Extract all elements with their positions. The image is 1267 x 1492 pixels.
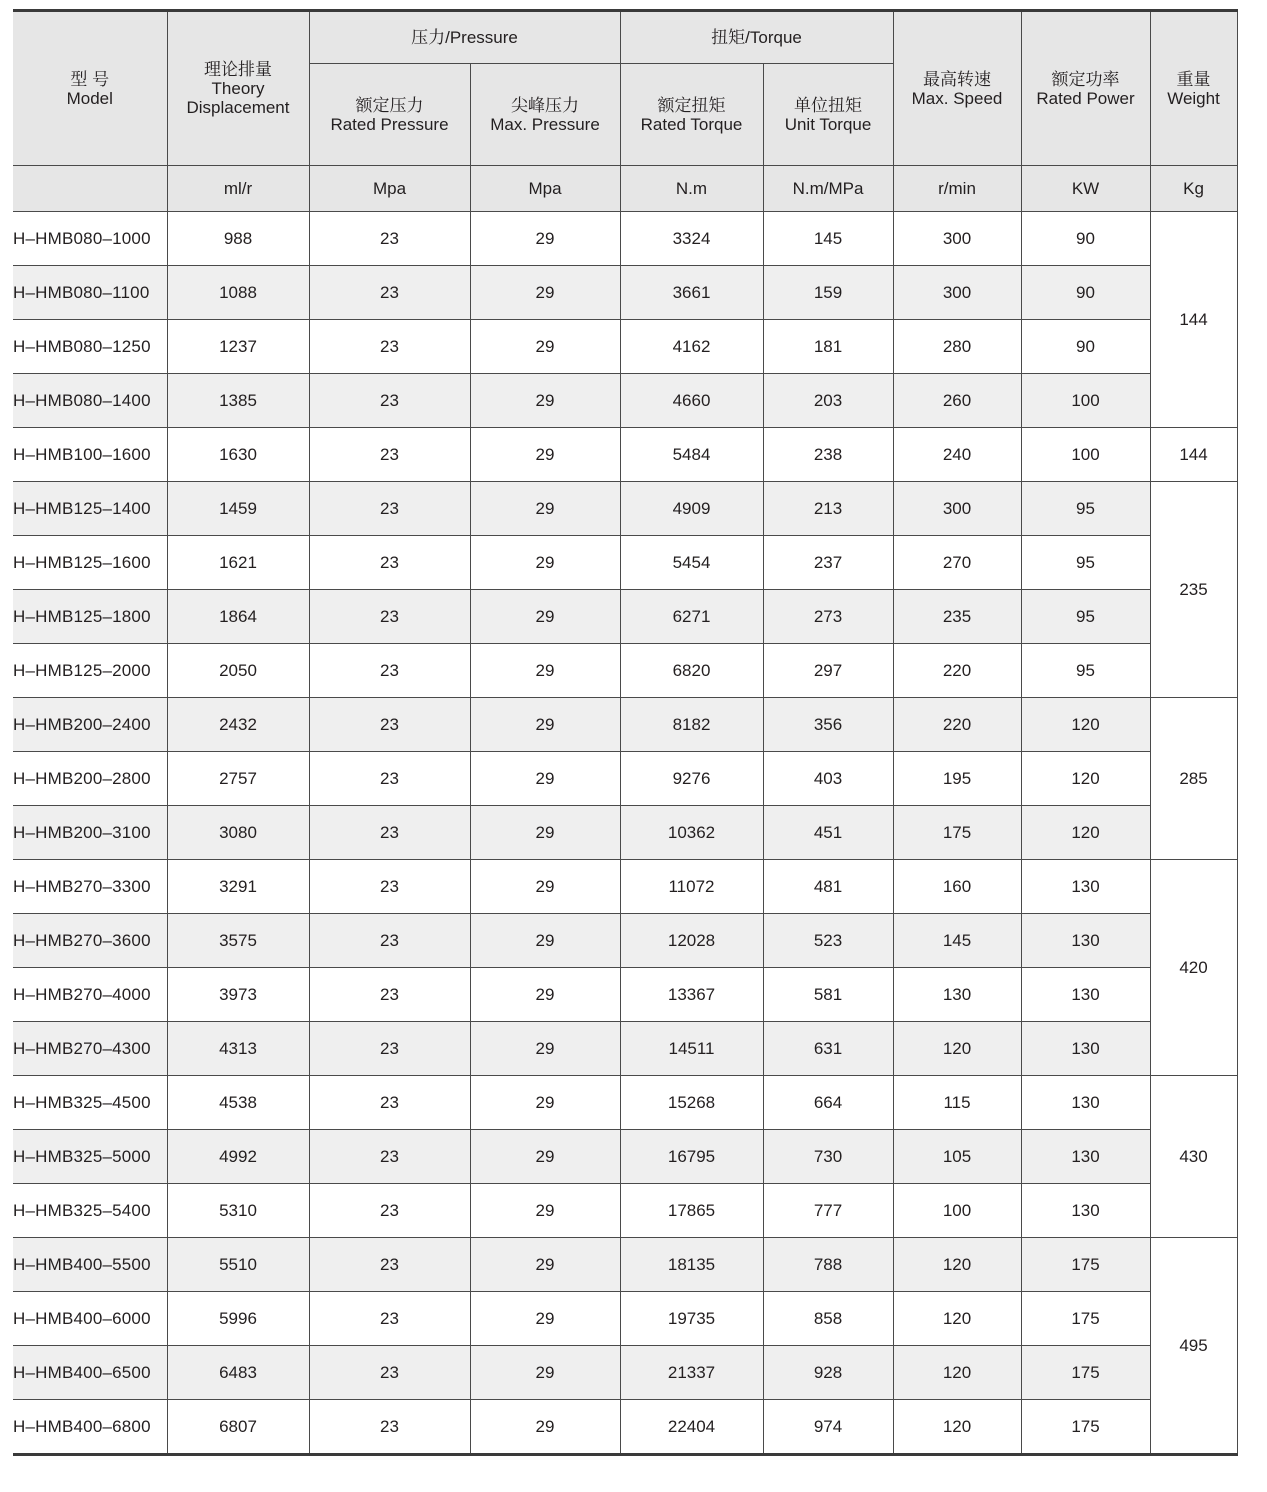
unit-power: KW bbox=[1021, 166, 1150, 212]
header-speed-zh: 最高转速 bbox=[923, 69, 992, 89]
displacement-cell: 5310 bbox=[167, 1184, 309, 1238]
table-row bbox=[13, 212, 1237, 266]
model-cell: H–HMB125–1800 bbox=[13, 590, 167, 644]
max-speed-cell: 300 bbox=[893, 266, 1021, 320]
table-row bbox=[13, 1130, 1237, 1184]
unit-torque-cell: 297 bbox=[763, 644, 893, 698]
rated-power-cell: 90 bbox=[1021, 320, 1150, 374]
max-pressure-cell: 29 bbox=[470, 266, 620, 320]
unit-unit-torque: N.m/MPa bbox=[763, 166, 893, 212]
max-pressure-cell: 29 bbox=[470, 1400, 620, 1455]
table-row bbox=[13, 590, 1237, 644]
table-row bbox=[13, 698, 1237, 752]
rated-torque-cell: 6820 bbox=[620, 644, 763, 698]
max-speed-cell: 220 bbox=[893, 698, 1021, 752]
header-rated-pressure-zh: 额定压力 bbox=[355, 95, 424, 115]
rated-power-cell: 130 bbox=[1021, 1022, 1150, 1076]
table-row bbox=[13, 428, 1237, 482]
table-row bbox=[13, 320, 1237, 374]
max-speed-cell: 160 bbox=[893, 860, 1021, 914]
header-displacement bbox=[167, 11, 309, 166]
unit-torque-cell: 523 bbox=[763, 914, 893, 968]
unit-torque-cell: 481 bbox=[763, 860, 893, 914]
displacement-cell: 4538 bbox=[167, 1076, 309, 1130]
table-row bbox=[13, 266, 1237, 320]
header-displacement-en2: Displacement bbox=[186, 98, 290, 117]
max-pressure-cell: 29 bbox=[470, 968, 620, 1022]
max-pressure-cell: 29 bbox=[470, 320, 620, 374]
weight-cell: 144 bbox=[1150, 212, 1237, 428]
table-row bbox=[13, 752, 1237, 806]
rated-power-cell: 120 bbox=[1021, 806, 1150, 860]
header-weight-zh: 重量 bbox=[1176, 69, 1211, 89]
model-cell: H–HMB400–6500 bbox=[13, 1346, 167, 1400]
rated-power-cell: 95 bbox=[1021, 644, 1150, 698]
header-power-en: Rated Power bbox=[1036, 88, 1135, 108]
rated-pressure-cell: 23 bbox=[309, 806, 470, 860]
table-row bbox=[13, 1022, 1237, 1076]
header-rated-pressure-en: Rated Pressure bbox=[330, 114, 449, 134]
model-cell: H–HMB125–1400 bbox=[13, 482, 167, 536]
rated-power-cell: 130 bbox=[1021, 1184, 1150, 1238]
rated-power-cell: 95 bbox=[1021, 482, 1150, 536]
max-speed-cell: 270 bbox=[893, 536, 1021, 590]
rated-torque-cell: 12028 bbox=[620, 914, 763, 968]
rated-pressure-cell: 23 bbox=[309, 968, 470, 1022]
table-row bbox=[13, 1346, 1237, 1400]
rated-power-cell: 130 bbox=[1021, 1076, 1150, 1130]
max-pressure-cell: 29 bbox=[470, 536, 620, 590]
header-speed-en: Max. Speed bbox=[911, 88, 1003, 108]
displacement-cell: 2432 bbox=[167, 698, 309, 752]
weight-cell: 235 bbox=[1150, 482, 1237, 698]
max-pressure-cell: 29 bbox=[470, 752, 620, 806]
max-speed-cell: 300 bbox=[893, 212, 1021, 266]
rated-power-cell: 130 bbox=[1021, 914, 1150, 968]
header-max-pressure-zh: 尖峰压力 bbox=[511, 95, 579, 115]
rated-power-cell: 95 bbox=[1021, 590, 1150, 644]
displacement-cell: 1621 bbox=[167, 536, 309, 590]
displacement-cell: 1088 bbox=[167, 266, 309, 320]
rated-torque-cell: 19735 bbox=[620, 1292, 763, 1346]
rated-torque-cell: 15268 bbox=[620, 1076, 763, 1130]
rated-pressure-cell: 23 bbox=[309, 860, 470, 914]
header-max-pressure-en: Max. Pressure bbox=[490, 114, 600, 134]
unit-torque-cell: 181 bbox=[763, 320, 893, 374]
rated-torque-cell: 14511 bbox=[620, 1022, 763, 1076]
displacement-cell: 988 bbox=[167, 212, 309, 266]
max-speed-cell: 195 bbox=[893, 752, 1021, 806]
table-row bbox=[13, 1076, 1237, 1130]
max-pressure-cell: 29 bbox=[470, 482, 620, 536]
max-speed-cell: 105 bbox=[893, 1130, 1021, 1184]
rated-power-cell: 100 bbox=[1021, 428, 1150, 482]
model-cell: H–HMB200–2400 bbox=[13, 698, 167, 752]
rated-power-cell: 175 bbox=[1021, 1400, 1150, 1455]
model-cell: H–HMB100–1600 bbox=[13, 428, 167, 482]
max-pressure-cell: 29 bbox=[470, 1238, 620, 1292]
max-speed-cell: 120 bbox=[893, 1346, 1021, 1400]
max-speed-cell: 120 bbox=[893, 1292, 1021, 1346]
unit-torque-cell: 237 bbox=[763, 536, 893, 590]
unit-displacement: ml/r bbox=[167, 166, 309, 212]
max-pressure-cell: 29 bbox=[470, 1184, 620, 1238]
header-model bbox=[13, 11, 167, 166]
rated-torque-cell: 3324 bbox=[620, 212, 763, 266]
unit-torque-cell: 159 bbox=[763, 266, 893, 320]
max-speed-cell: 220 bbox=[893, 644, 1021, 698]
table-row bbox=[13, 1238, 1237, 1292]
model-cell: H–HMB125–1600 bbox=[13, 536, 167, 590]
max-pressure-cell: 29 bbox=[470, 644, 620, 698]
displacement-cell: 1630 bbox=[167, 428, 309, 482]
header-rated-torque-en: Rated Torque bbox=[640, 114, 743, 134]
max-speed-cell: 120 bbox=[893, 1022, 1021, 1076]
rated-pressure-cell: 23 bbox=[309, 1400, 470, 1455]
max-speed-cell: 280 bbox=[893, 320, 1021, 374]
header-pressure-group: 压力/Pressure bbox=[309, 11, 620, 64]
table-header bbox=[13, 11, 1237, 212]
rated-torque-cell: 17865 bbox=[620, 1184, 763, 1238]
table-row bbox=[13, 860, 1237, 914]
header-rated-pressure bbox=[309, 64, 470, 166]
max-speed-cell: 260 bbox=[893, 374, 1021, 428]
model-cell: H–HMB270–4000 bbox=[13, 968, 167, 1022]
weight-cell: 144 bbox=[1150, 428, 1237, 482]
unit-torque-cell: 974 bbox=[763, 1400, 893, 1455]
rated-pressure-cell: 23 bbox=[309, 428, 470, 482]
model-cell: H–HMB270–3600 bbox=[13, 914, 167, 968]
rated-torque-cell: 18135 bbox=[620, 1238, 763, 1292]
model-cell: H–HMB080–1100 bbox=[13, 266, 167, 320]
displacement-cell: 6807 bbox=[167, 1400, 309, 1455]
model-cell: H–HMB400–6000 bbox=[13, 1292, 167, 1346]
rated-pressure-cell: 23 bbox=[309, 1292, 470, 1346]
table-row bbox=[13, 914, 1237, 968]
rated-pressure-cell: 23 bbox=[309, 1184, 470, 1238]
model-cell: H–HMB400–6800 bbox=[13, 1400, 167, 1455]
unit-torque-cell: 631 bbox=[763, 1022, 893, 1076]
model-cell: H–HMB325–4500 bbox=[13, 1076, 167, 1130]
model-cell: H–HMB080–1000 bbox=[13, 212, 167, 266]
header-power-zh: 额定功率 bbox=[1051, 69, 1120, 89]
rated-power-cell: 130 bbox=[1021, 1130, 1150, 1184]
table-row bbox=[13, 1292, 1237, 1346]
unit-torque-cell: 788 bbox=[763, 1238, 893, 1292]
unit-torque-cell: 238 bbox=[763, 428, 893, 482]
max-speed-cell: 300 bbox=[893, 482, 1021, 536]
model-cell: H–HMB125–2000 bbox=[13, 644, 167, 698]
unit-torque-cell: 777 bbox=[763, 1184, 893, 1238]
header-unit-torque-zh: 单位扭矩 bbox=[794, 95, 862, 115]
rated-pressure-cell: 23 bbox=[309, 266, 470, 320]
unit-rated-torque: N.m bbox=[620, 166, 763, 212]
displacement-cell: 3973 bbox=[167, 968, 309, 1022]
displacement-cell: 2757 bbox=[167, 752, 309, 806]
header-torque-group: 扭矩/Torque bbox=[620, 11, 893, 64]
displacement-cell: 3080 bbox=[167, 806, 309, 860]
spec-table bbox=[13, 9, 1238, 1456]
unit-torque-cell: 730 bbox=[763, 1130, 893, 1184]
model-cell: H–HMB080–1400 bbox=[13, 374, 167, 428]
unit-speed: r/min bbox=[893, 166, 1021, 212]
rated-pressure-cell: 23 bbox=[309, 914, 470, 968]
table-row bbox=[13, 482, 1237, 536]
rated-torque-cell: 13367 bbox=[620, 968, 763, 1022]
header-rated-torque bbox=[620, 64, 763, 166]
unit-max-pressure: Mpa bbox=[470, 166, 620, 212]
displacement-cell: 1459 bbox=[167, 482, 309, 536]
displacement-cell: 5996 bbox=[167, 1292, 309, 1346]
rated-pressure-cell: 23 bbox=[309, 536, 470, 590]
unit-torque-cell: 403 bbox=[763, 752, 893, 806]
max-pressure-cell: 29 bbox=[470, 806, 620, 860]
rated-torque-cell: 8182 bbox=[620, 698, 763, 752]
rated-power-cell: 120 bbox=[1021, 752, 1150, 806]
max-speed-cell: 120 bbox=[893, 1400, 1021, 1455]
max-pressure-cell: 29 bbox=[470, 1130, 620, 1184]
rated-power-cell: 100 bbox=[1021, 374, 1150, 428]
displacement-cell: 4313 bbox=[167, 1022, 309, 1076]
displacement-cell: 4992 bbox=[167, 1130, 309, 1184]
rated-power-cell: 175 bbox=[1021, 1346, 1150, 1400]
table-row bbox=[13, 806, 1237, 860]
table-row bbox=[13, 1400, 1237, 1455]
max-speed-cell: 100 bbox=[893, 1184, 1021, 1238]
header-max-pressure bbox=[470, 64, 620, 166]
rated-pressure-cell: 23 bbox=[309, 212, 470, 266]
rated-pressure-cell: 23 bbox=[309, 1130, 470, 1184]
rated-power-cell: 175 bbox=[1021, 1238, 1150, 1292]
unit-torque-cell: 581 bbox=[763, 968, 893, 1022]
max-speed-cell: 115 bbox=[893, 1076, 1021, 1130]
rated-torque-cell: 9276 bbox=[620, 752, 763, 806]
model-cell: H–HMB270–4300 bbox=[13, 1022, 167, 1076]
max-pressure-cell: 29 bbox=[470, 1022, 620, 1076]
rated-torque-cell: 22404 bbox=[620, 1400, 763, 1455]
max-pressure-cell: 29 bbox=[470, 428, 620, 482]
rated-torque-cell: 21337 bbox=[620, 1346, 763, 1400]
displacement-cell: 6483 bbox=[167, 1346, 309, 1400]
rated-power-cell: 90 bbox=[1021, 266, 1150, 320]
header-weight bbox=[1150, 11, 1237, 166]
model-cell: H–HMB400–5500 bbox=[13, 1238, 167, 1292]
max-pressure-cell: 29 bbox=[470, 860, 620, 914]
table-row bbox=[13, 968, 1237, 1022]
rated-torque-cell: 4162 bbox=[620, 320, 763, 374]
unit-torque-cell: 273 bbox=[763, 590, 893, 644]
rated-torque-cell: 5454 bbox=[620, 536, 763, 590]
rated-pressure-cell: 23 bbox=[309, 698, 470, 752]
max-pressure-cell: 29 bbox=[470, 212, 620, 266]
rated-power-cell: 120 bbox=[1021, 698, 1150, 752]
unit-torque-cell: 203 bbox=[763, 374, 893, 428]
max-speed-cell: 145 bbox=[893, 914, 1021, 968]
model-cell: H–HMB325–5400 bbox=[13, 1184, 167, 1238]
model-cell: H–HMB270–3300 bbox=[13, 860, 167, 914]
rated-power-cell: 95 bbox=[1021, 536, 1150, 590]
unit-model bbox=[13, 166, 167, 212]
max-speed-cell: 235 bbox=[893, 590, 1021, 644]
rated-pressure-cell: 23 bbox=[309, 644, 470, 698]
rated-torque-cell: 6271 bbox=[620, 590, 763, 644]
rated-torque-cell: 11072 bbox=[620, 860, 763, 914]
displacement-cell: 3291 bbox=[167, 860, 309, 914]
table-row bbox=[13, 374, 1237, 428]
max-speed-cell: 175 bbox=[893, 806, 1021, 860]
rated-pressure-cell: 23 bbox=[309, 1238, 470, 1292]
unit-torque-cell: 664 bbox=[763, 1076, 893, 1130]
model-cell: H–HMB325–5000 bbox=[13, 1130, 167, 1184]
weight-cell: 430 bbox=[1150, 1076, 1237, 1238]
rated-torque-cell: 4909 bbox=[620, 482, 763, 536]
unit-weight: Kg bbox=[1150, 166, 1237, 212]
displacement-cell: 3575 bbox=[167, 914, 309, 968]
header-displacement-en1: Theory bbox=[211, 79, 265, 98]
max-speed-cell: 240 bbox=[893, 428, 1021, 482]
unit-torque-cell: 451 bbox=[763, 806, 893, 860]
rated-power-cell: 175 bbox=[1021, 1292, 1150, 1346]
table-row bbox=[13, 536, 1237, 590]
header-model-zh: 型 号 bbox=[70, 69, 110, 89]
max-speed-cell: 130 bbox=[893, 968, 1021, 1022]
rated-pressure-cell: 23 bbox=[309, 1022, 470, 1076]
table-row bbox=[13, 1184, 1237, 1238]
max-pressure-cell: 29 bbox=[470, 698, 620, 752]
unit-torque-cell: 145 bbox=[763, 212, 893, 266]
rated-pressure-cell: 23 bbox=[309, 752, 470, 806]
unit-rated-pressure: Mpa bbox=[309, 166, 470, 212]
weight-cell: 285 bbox=[1150, 698, 1237, 860]
max-speed-cell: 120 bbox=[893, 1238, 1021, 1292]
model-cell: H–HMB200–3100 bbox=[13, 806, 167, 860]
max-pressure-cell: 29 bbox=[470, 914, 620, 968]
model-cell: H–HMB200–2800 bbox=[13, 752, 167, 806]
header-weight-en: Weight bbox=[1167, 88, 1220, 108]
weight-cell: 420 bbox=[1150, 860, 1237, 1076]
rated-pressure-cell: 23 bbox=[309, 1346, 470, 1400]
rated-torque-cell: 3661 bbox=[620, 266, 763, 320]
displacement-cell: 2050 bbox=[167, 644, 309, 698]
displacement-cell: 1237 bbox=[167, 320, 309, 374]
displacement-cell: 1385 bbox=[167, 374, 309, 428]
header-model-en: Model bbox=[66, 88, 113, 108]
table-body bbox=[13, 212, 1237, 1455]
unit-torque-cell: 858 bbox=[763, 1292, 893, 1346]
max-pressure-cell: 29 bbox=[470, 1076, 620, 1130]
rated-power-cell: 90 bbox=[1021, 212, 1150, 266]
displacement-cell: 1864 bbox=[167, 590, 309, 644]
unit-torque-cell: 928 bbox=[763, 1346, 893, 1400]
rated-power-cell: 130 bbox=[1021, 860, 1150, 914]
max-pressure-cell: 29 bbox=[470, 1292, 620, 1346]
model-cell: H–HMB080–1250 bbox=[13, 320, 167, 374]
rated-pressure-cell: 23 bbox=[309, 1076, 470, 1130]
unit-row bbox=[13, 166, 1237, 212]
max-pressure-cell: 29 bbox=[470, 1346, 620, 1400]
weight-cell: 495 bbox=[1150, 1238, 1237, 1455]
rated-torque-cell: 10362 bbox=[620, 806, 763, 860]
header-displacement-zh: 理论排量 bbox=[204, 60, 272, 79]
header-unit-torque-en: Unit Torque bbox=[784, 114, 872, 134]
rated-torque-cell: 4660 bbox=[620, 374, 763, 428]
rated-pressure-cell: 23 bbox=[309, 590, 470, 644]
table-row bbox=[13, 644, 1237, 698]
header-speed bbox=[893, 11, 1021, 166]
rated-power-cell: 130 bbox=[1021, 968, 1150, 1022]
header-unit-torque bbox=[763, 64, 893, 166]
rated-torque-cell: 5484 bbox=[620, 428, 763, 482]
displacement-cell: 5510 bbox=[167, 1238, 309, 1292]
max-pressure-cell: 29 bbox=[470, 374, 620, 428]
header-rated-torque-zh: 额定扭矩 bbox=[657, 95, 726, 115]
header-power bbox=[1021, 11, 1150, 166]
unit-torque-cell: 356 bbox=[763, 698, 893, 752]
max-pressure-cell: 29 bbox=[470, 590, 620, 644]
rated-pressure-cell: 23 bbox=[309, 374, 470, 428]
rated-torque-cell: 16795 bbox=[620, 1130, 763, 1184]
rated-pressure-cell: 23 bbox=[309, 320, 470, 374]
rated-pressure-cell: 23 bbox=[309, 482, 470, 536]
unit-torque-cell: 213 bbox=[763, 482, 893, 536]
